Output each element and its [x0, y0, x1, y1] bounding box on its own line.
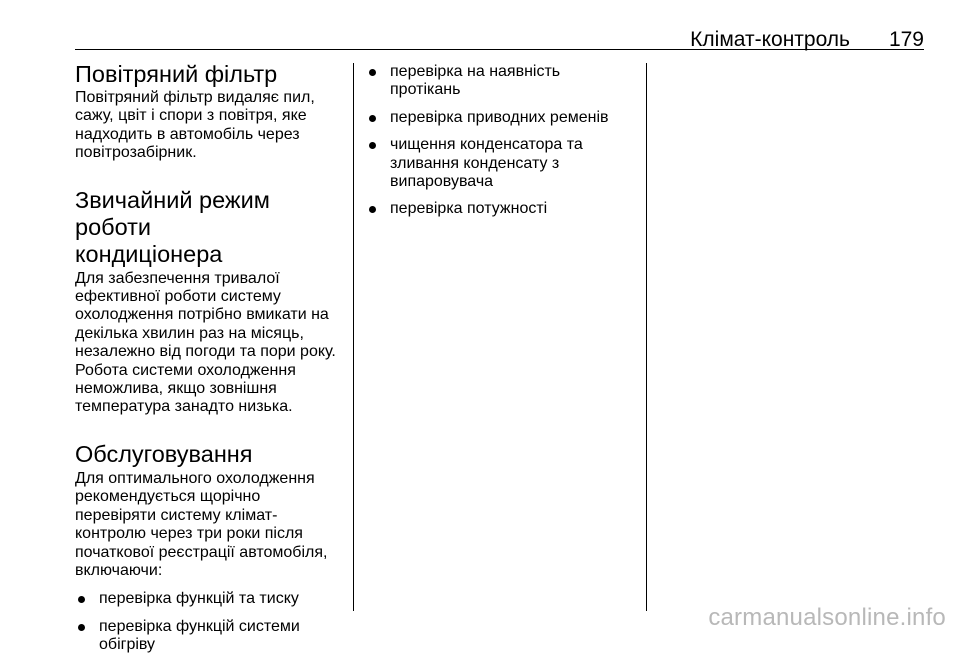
bullet-icon [78, 596, 85, 603]
list-item-text: зливання конденсату з [390, 154, 560, 172]
text-line: Для забезпечення тривалої [75, 269, 280, 287]
air-filter-text [75, 89, 347, 163]
page-number: 179 [888, 28, 924, 51]
text-line: температура занадто низька. [75, 398, 293, 416]
bullet-icon [369, 115, 376, 122]
list-item [366, 109, 640, 127]
list-item-text: перевірка функцій та тиску [99, 590, 299, 608]
service-text [75, 470, 347, 580]
list-item-text: протікань [390, 81, 461, 99]
service-checklist-continued [366, 63, 640, 219]
text-line: Робота системи охолодження [75, 361, 296, 379]
bullet-icon [78, 624, 85, 631]
service-checklist [75, 590, 347, 654]
text-line: Для оптимального охолодження [75, 469, 315, 487]
list-item [75, 590, 347, 608]
list-item-text: перевірка потужності [390, 200, 548, 218]
column-divider-2 [646, 63, 647, 611]
list-item-text: випаровувача [390, 173, 494, 191]
bullet-icon [369, 69, 376, 76]
text-line: неможлива, якщо зовнішня [75, 380, 277, 398]
text-line: декілька хвилин раз на місяць, [75, 324, 304, 342]
list-item [75, 618, 347, 655]
heading-service: Обслуговування [75, 440, 253, 467]
bullet-icon [369, 142, 376, 149]
text-line: включаючи: [75, 561, 163, 579]
text-line: контролю через три роки після [75, 525, 303, 543]
list-item-text: перевірка приводних ременів [390, 108, 609, 126]
text-line: сажу, цвіт і спори з повітря, яке [75, 107, 307, 125]
text-line: Повітряний фільтр видаляє пил, [75, 89, 315, 106]
running-header-title: Клімат-контроль [690, 28, 850, 51]
list-item-text: перевірка на наявність [390, 63, 561, 80]
text-line: ефективної роботи систему [75, 288, 281, 306]
heading-air-filter: Повітряний фільтр [75, 61, 278, 87]
text-line: незалежно від погоди та пори року. [75, 343, 336, 361]
watermark: carmanualsonline.info [708, 604, 946, 631]
heading-normal-ac-operation [75, 187, 347, 268]
list-item [366, 63, 640, 100]
list-item [366, 136, 640, 191]
text-line: перевіряти систему клімат- [75, 506, 278, 524]
list-item-text: чищення конденсатора та [390, 136, 583, 154]
text-line: повітрозабірник. [75, 144, 197, 162]
bullet-icon [369, 206, 376, 213]
ac-operation-text [75, 270, 347, 417]
text-line: надходить в автомобіль через [75, 125, 300, 143]
list-item [366, 200, 640, 218]
text-line: рекомендується щорічно [75, 488, 261, 506]
text-line: початкової реєстрації автомобіля, [75, 543, 328, 561]
heading-line: Звичайний режим роботи [75, 186, 270, 240]
text-line: охолодження потрібно вмикати на [75, 306, 329, 324]
heading-line: кондиціонера [75, 240, 223, 267]
header-divider [75, 49, 924, 50]
left-column [75, 58, 347, 655]
list-item-text: обігріву [99, 636, 156, 654]
column-divider-1 [353, 63, 354, 611]
middle-column [366, 63, 640, 219]
list-item-text: перевірка функцій системи [99, 617, 300, 635]
